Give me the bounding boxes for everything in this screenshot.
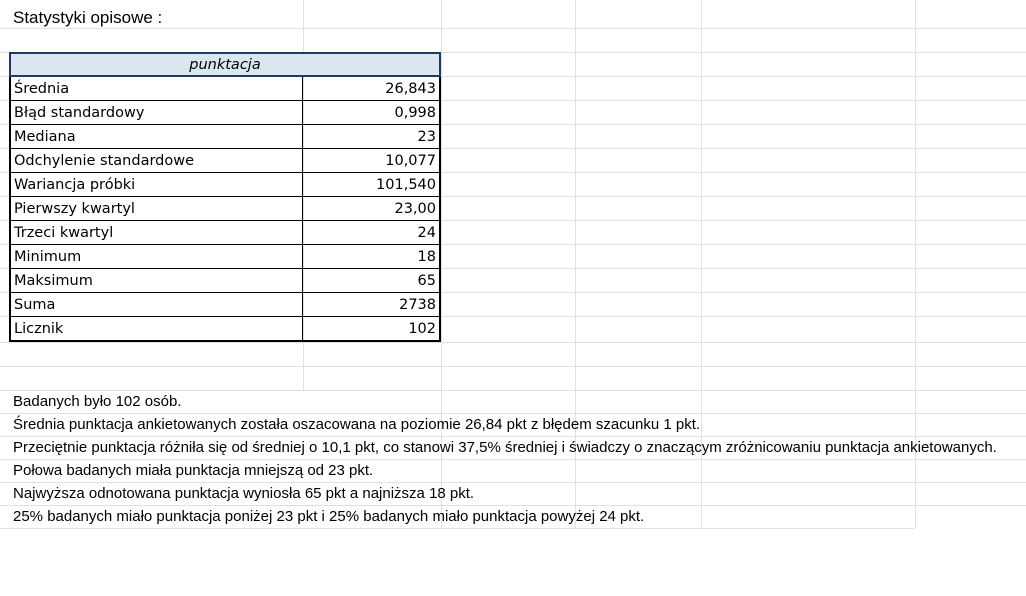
stat-value[interactable]: 24	[303, 221, 441, 245]
stat-label[interactable]: Błąd standardowy	[10, 101, 303, 125]
stat-label[interactable]: Suma	[10, 293, 303, 317]
stat-value[interactable]: 65	[303, 269, 441, 293]
stat-value[interactable]: 101,540	[303, 173, 441, 197]
table-row	[10, 245, 440, 269]
stat-label[interactable]: Trzeci kwartyl	[10, 221, 303, 245]
table-row	[10, 125, 440, 149]
note-cell[interactable]: 25% badanych miało punktacja poniżej 23 pkt i 25% badanych miało punktacja powyżej 24 pkt.	[13, 508, 645, 525]
table-row	[10, 76, 440, 101]
table-row	[10, 101, 440, 125]
note-cell[interactable]: Badanych było 102 osób.	[13, 393, 182, 410]
stat-label[interactable]: Licznik	[10, 317, 303, 342]
stat-value[interactable]: 26,843	[303, 76, 441, 101]
stat-label[interactable]: Pierwszy kwartyl	[10, 197, 303, 221]
summary-notes	[13, 390, 997, 528]
stat-label[interactable]: Minimum	[10, 245, 303, 269]
table-row	[10, 221, 440, 245]
stat-value[interactable]: 102	[303, 317, 441, 342]
stat-value[interactable]: 10,077	[303, 149, 441, 173]
table-row	[10, 173, 440, 197]
stat-value[interactable]: 2738	[303, 293, 441, 317]
stat-value[interactable]: 23	[303, 125, 441, 149]
stat-value[interactable]: 0,998	[303, 101, 441, 125]
table-row	[10, 269, 440, 293]
stat-value[interactable]: 18	[303, 245, 441, 269]
sheet-title: Statystyki opisowe :	[13, 8, 163, 27]
stat-label[interactable]: Maksimum	[10, 269, 303, 293]
stat-label[interactable]: Odchylenie standardowe	[10, 149, 303, 173]
note-cell[interactable]: Najwyższa odnotowana punktacja wyniosła 65 pkt a najniższa 18 pkt.	[13, 485, 475, 502]
table-header-punktacja[interactable]: punktacja	[10, 53, 440, 76]
note-cell[interactable]: Średnia punktacja ankietowanych została oszacowana na poziomie 26,84 pkt z błędem szacunku 1 pkt.	[13, 416, 701, 433]
stat-label[interactable]: Wariancja próbki	[10, 173, 303, 197]
note-cell[interactable]: Przeciętnie punktacja różniła się od średniej o 10,1 pkt, co stanowi 37,5% średniej i świadczy o znaczącym zróżnicowaniu punktacja ankietowanych.	[13, 439, 997, 456]
table-row	[10, 149, 440, 173]
stat-label[interactable]: Średnia	[10, 76, 303, 101]
descriptive-stats-table	[9, 52, 441, 342]
stat-value[interactable]: 23,00	[303, 197, 441, 221]
note-cell[interactable]: Połowa badanych miała punktacja mniejszą od 23 pkt.	[13, 462, 374, 479]
stat-label[interactable]: Mediana	[10, 125, 303, 149]
table-row	[10, 317, 440, 342]
table-row	[10, 293, 440, 317]
table-row	[10, 197, 440, 221]
